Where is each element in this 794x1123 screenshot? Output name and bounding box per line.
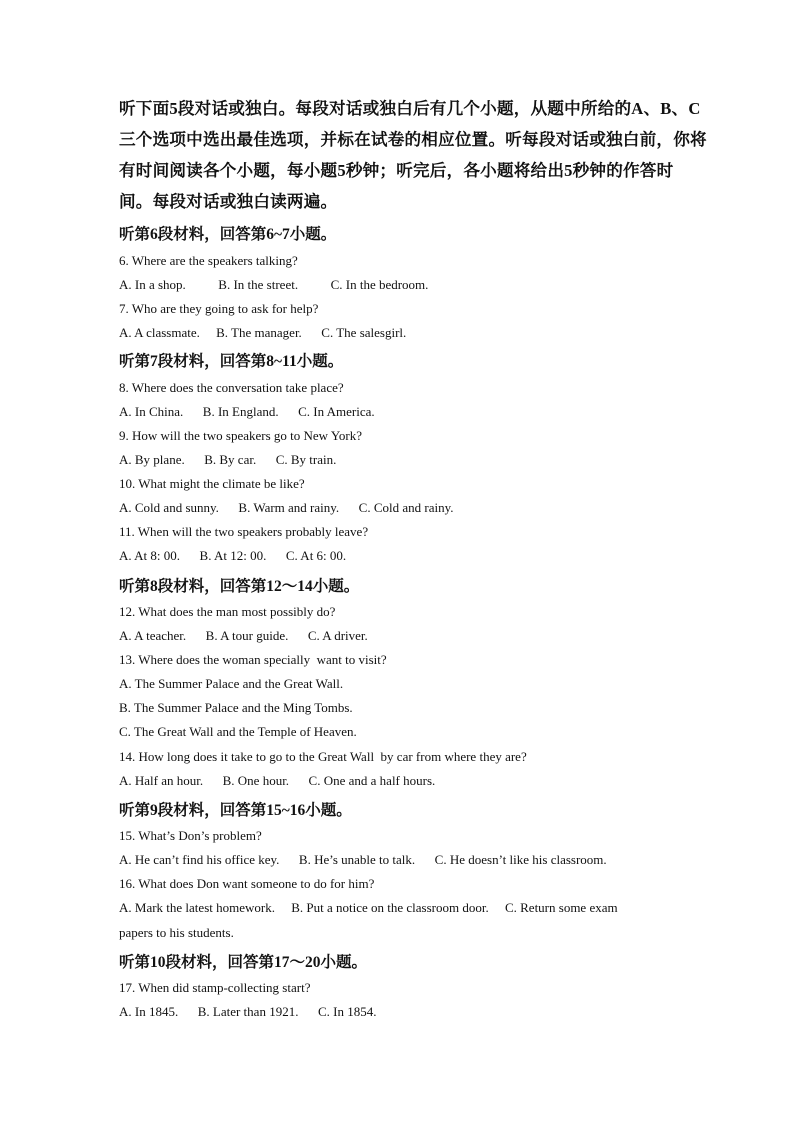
question-text: 8. Where does the conversation take place? xyxy=(119,380,344,395)
section-heading: 听第8段材料，回答第12～14小题。 xyxy=(119,578,360,595)
answer-options: B. The Summer Palace and the Ming Tombs. xyxy=(119,700,353,715)
instruction-line: 间。每段对话或独白读两遍。 xyxy=(119,192,338,211)
instruction-line: 听下面5段对话或独白。每段对话或独白后有几个小题，从题中所给的A、B、C xyxy=(119,99,701,118)
answer-options: A. A teacher. B. A tour guide. C. A driver. xyxy=(119,628,368,643)
instruction-line: 三个选项中选出最佳选项，并标在试卷的相应位置。听每段对话或独白前，你将 xyxy=(119,130,707,149)
question-text: 9. How will the two speakers go to New York? xyxy=(119,428,363,443)
answer-options: A. At 8: 00. B. At 12: 00. C. At 6: 00. xyxy=(119,548,347,563)
question-text: 6. Where are the speakers talking? xyxy=(119,253,298,268)
answer-options: papers to his students. xyxy=(119,925,234,940)
question-text: 13. Where does the woman specially want to visit? xyxy=(119,652,387,667)
instruction-line: 有时间阅读各个小题，每小题5秒钟；听完后，各小题将给出5秒钟的作答时 xyxy=(119,161,674,180)
question-text: 10. What might the climate be like? xyxy=(119,476,305,491)
section-heading: 听第6段材料，回答第6~7小题。 xyxy=(119,226,337,243)
answer-options: A. The Summer Palace and the Great Wall. xyxy=(119,676,344,691)
answer-options: A. In China. B. In England. C. In America. xyxy=(119,404,375,419)
answer-options: A. A classmate. B. The manager. C. The salesgirl. xyxy=(119,325,407,340)
question-text: 16. What does Don want someone to do for him? xyxy=(119,876,375,891)
answer-options: A. Mark the latest homework. B. Put a notice on the classroom door. C. Return some exam xyxy=(119,900,618,915)
question-text: 11. When will the two speakers probably leave? xyxy=(119,524,369,539)
listening-instructions xyxy=(119,93,707,217)
question-text: 7. Who are they going to ask for help? xyxy=(119,301,319,316)
question-text: 17. When did stamp-collecting start? xyxy=(119,980,311,995)
question-text: 14. How long does it take to go to the Great Wall by car from where they are? xyxy=(119,749,527,764)
answer-options: A. Cold and sunny. B. Warm and rainy. C. Cold and rainy. xyxy=(119,500,454,515)
section-heading: 听第7段材料，回答第8~11小题。 xyxy=(119,353,344,370)
answer-options: C. The Great Wall and the Temple of Heaven. xyxy=(119,724,357,739)
answer-options: A. Half an hour. B. One hour. C. One and a half hours. xyxy=(119,773,436,788)
answer-options: A. In 1845. B. Later than 1921. C. In 1854. xyxy=(119,1004,377,1019)
answer-options: A. By plane. B. By car. C. By train. xyxy=(119,452,337,467)
question-text: 12. What does the man most possibly do? xyxy=(119,604,336,619)
answer-options: A. He can’t find his office key. B. He’s unable to talk. C. He doesn’t like his classroom. xyxy=(119,852,607,867)
answer-options: A. In a shop. B. In the street. C. In the bedroom. xyxy=(119,277,429,292)
section-heading: 听第9段材料，回答第15~16小题。 xyxy=(119,802,352,819)
section-heading: 听第10段材料，回答第17～20小题。 xyxy=(119,954,368,971)
question-text: 15. What’s Don’s problem? xyxy=(119,828,262,843)
